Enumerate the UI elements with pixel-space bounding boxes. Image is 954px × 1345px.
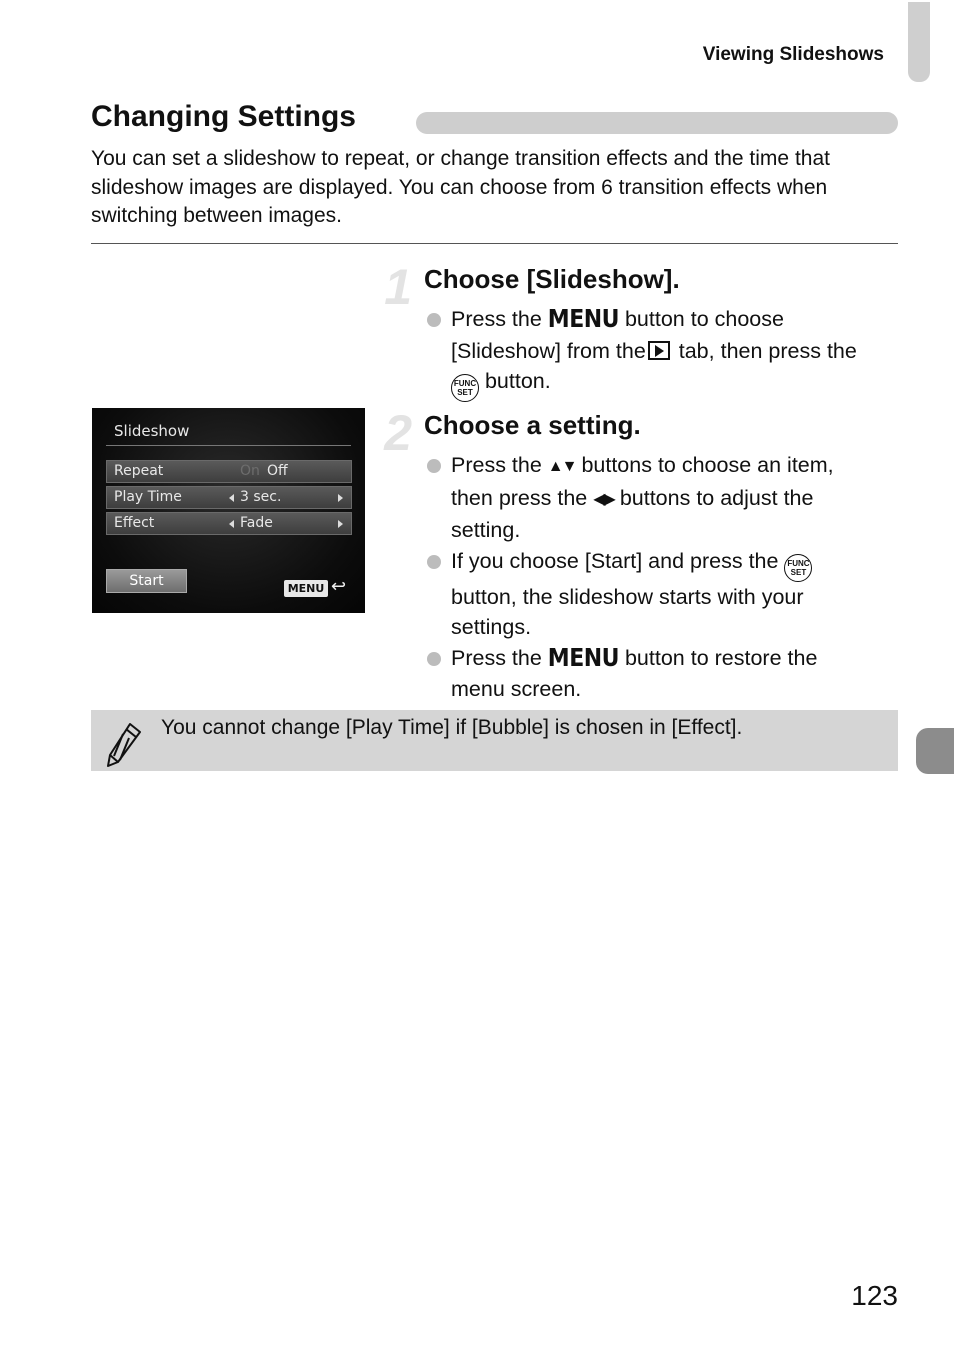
title-decor-bar	[416, 112, 898, 134]
right-arrow-icon	[338, 520, 343, 528]
step-number-1: 1	[384, 259, 412, 315]
left-arrow-icon	[229, 494, 234, 502]
divider-rule	[91, 243, 898, 244]
running-head: Viewing Slideshows	[702, 44, 884, 65]
menu-button-icon: MENU	[547, 305, 619, 334]
func-set-icon: FUNC SET	[784, 554, 812, 582]
menu-button-icon: MENU	[547, 643, 619, 673]
playback-tab-icon	[648, 341, 670, 360]
edge-tab-top	[908, 2, 930, 82]
back-arrow-icon: ↩	[331, 576, 347, 597]
up-down-arrows-icon: ▲▼	[547, 458, 576, 475]
screen-row-play-time: Play Time 3 sec.	[106, 486, 352, 509]
bullet-icon	[427, 313, 441, 327]
screen-start-button: Start	[106, 569, 187, 593]
bullet-icon	[427, 555, 441, 569]
section-title: Changing Settings	[91, 100, 356, 133]
screen-row-repeat: Repeat On Off	[106, 460, 352, 483]
bullet-icon	[427, 459, 441, 473]
list-item: Press the MENU button to restore the menu screen.	[424, 643, 899, 705]
func-set-icon: FUNC SET	[451, 374, 479, 402]
note-text: You cannot change [Play Time] if [Bubble] is chosen in [Effect].	[161, 716, 743, 739]
list-item: Press the ▲▼ buttons to choose an item, then press the ◀▶ buttons to adjust the setting.	[424, 450, 899, 546]
list-item: Press the MENU button to choose [Slideshow] from the tab, then press the FUNC SET button.	[424, 304, 899, 402]
step-1-bullets	[424, 304, 899, 402]
pencil-icon	[104, 720, 144, 773]
screen-menu-icon: MENU	[284, 580, 328, 597]
camera-screen-image	[92, 408, 365, 613]
left-right-arrows-icon: ◀▶	[593, 490, 614, 508]
page-number: 123	[851, 1280, 898, 1311]
chapter-edge-tab	[916, 728, 954, 774]
left-arrow-icon	[229, 520, 234, 528]
screen-row-effect: Effect Fade	[106, 512, 352, 535]
list-item: If you choose [Start] and press the FUNC SET button, the slideshow starts with your settings.	[424, 546, 899, 643]
right-arrow-icon	[338, 494, 343, 502]
step-title-2: Choose a setting.	[424, 410, 641, 440]
bullet-icon	[427, 652, 441, 666]
screen-divider	[106, 445, 351, 446]
screen-title: Slideshow	[114, 422, 190, 440]
step-title-1: Choose [Slideshow].	[424, 264, 680, 294]
step-number-2: 2	[384, 405, 412, 461]
note-box	[91, 710, 898, 771]
intro-paragraph: You can set a slideshow to repeat, or change transition effects and the time that slideshow images are displayed. You can choose from 6 transition effects when switching between images.	[91, 147, 830, 227]
step-2-bullets	[424, 450, 899, 705]
